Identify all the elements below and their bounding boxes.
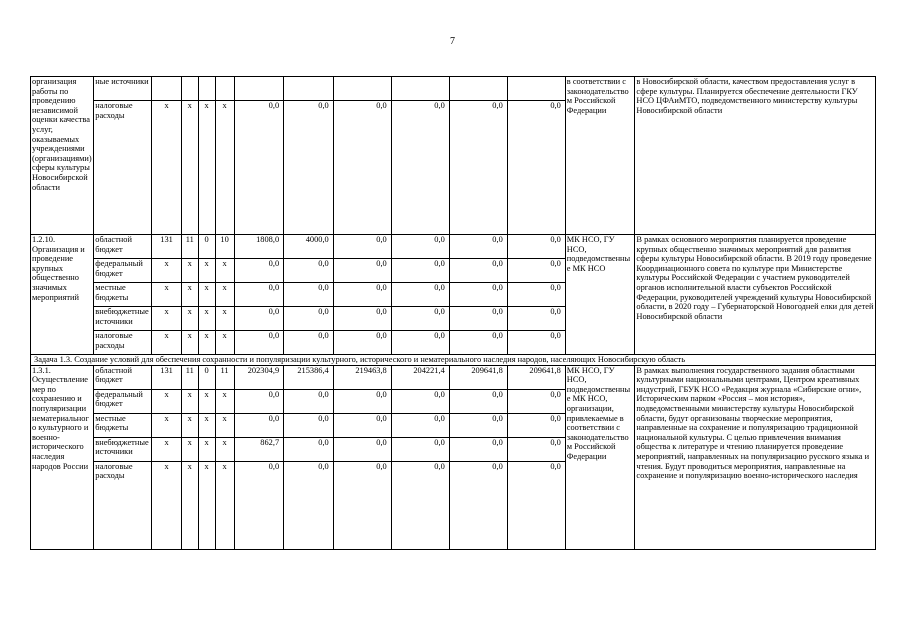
funding-source: местные бюджеты	[94, 283, 152, 307]
budget-code: х	[152, 331, 182, 355]
funding-value: 4000,0	[284, 235, 334, 259]
funding-value: 0,0	[333, 101, 391, 235]
budget-code: х	[152, 259, 182, 283]
expected-result: в Новосибирской области, качеством предоставления услуг в сфере культуры. Планируется обеспечение деятельности ГКУ НСО ЦФАиМТО, подведомственного министерству культуры Новосибирской области	[635, 77, 876, 235]
funding-value: 0,0	[391, 101, 449, 235]
funding-source: налоговые расходы	[94, 101, 152, 235]
funding-value: 209641,8	[507, 365, 565, 389]
funding-value: 0,0	[284, 437, 334, 461]
budget-code	[215, 77, 234, 101]
activity-name: организация работы по проведению независимой оценки качества услуг, оказываемых учреждениями (организациями) сферы культуры Новосибирской области	[31, 77, 94, 235]
funding-source: ные источники	[94, 77, 152, 101]
budget-code: х	[215, 331, 234, 355]
budget-code	[181, 77, 198, 101]
task-title: Задача 1.3. Создание условий для обеспечения сохранности и популяризации культурного, исторического и нематериального наследия народов, населяющих Новосибирскую область	[31, 355, 876, 366]
funding-value: 0,0	[449, 307, 507, 331]
funding-source: внебюджетные источники	[94, 307, 152, 331]
table-row	[31, 365, 876, 389]
funding-value: 0,0	[284, 283, 334, 307]
funding-value: 0,0	[234, 101, 284, 235]
funding-value: 0,0	[284, 413, 334, 437]
funding-value: 0,0	[507, 101, 565, 235]
budget-code: х	[215, 437, 234, 461]
expected-result: В рамках выполнения государственного задания областными культурными национальными центрами, Центром креативных индустрий, ГБУК НСО «Редакция журнала «Сибирские огни», Историческим парком «Россия – моя история», подведомственными министерству культуры Новосибирской области, будут организованы творческие мероприятия, направленные на сохранение и популяризацию традиционной национальной культуры. С целью привлечения внимания общества к литературе и чтению планируется проведение мероприятий, направленных на популяризацию русского языка и чтения. Будут проводиться мероприятия, направленные на сохранение и популяризацию военно-исторического наследия	[635, 365, 876, 549]
funding-value: 0,0	[333, 331, 391, 355]
funding-value: 0,0	[391, 437, 449, 461]
funding-value: 0,0	[333, 283, 391, 307]
funding-value: 0,0	[507, 259, 565, 283]
funding-value: 0,0	[507, 307, 565, 331]
budget-code: 11	[181, 365, 198, 389]
budget-code: х	[181, 331, 198, 355]
budget-code: х	[181, 101, 198, 235]
funding-value: 0,0	[449, 331, 507, 355]
funding-value: 0,0	[284, 307, 334, 331]
funding-value: 0,0	[333, 235, 391, 259]
funding-value	[391, 77, 449, 101]
funding-value: 0,0	[391, 461, 449, 549]
budget-code: 131	[152, 235, 182, 259]
funding-source: внебюджетные источники	[94, 437, 152, 461]
funding-value: 0,0	[507, 437, 565, 461]
funding-value: 0,0	[507, 413, 565, 437]
budget-code: х	[181, 307, 198, 331]
funding-source: федеральный бюджет	[94, 389, 152, 413]
funding-value: 0,0	[284, 259, 334, 283]
funding-value: 0,0	[391, 283, 449, 307]
budget-code: 11	[181, 235, 198, 259]
budget-code: 10	[215, 235, 234, 259]
funding-source: местные бюджеты	[94, 413, 152, 437]
budget-code: х	[198, 331, 215, 355]
budget-code: х	[152, 101, 182, 235]
task-row	[31, 355, 876, 366]
funding-value: 0,0	[507, 235, 565, 259]
budget-code: х	[181, 389, 198, 413]
budget-code: х	[215, 461, 234, 549]
budget-code: х	[198, 413, 215, 437]
budget-code: 131	[152, 365, 182, 389]
funding-value: 0,0	[449, 235, 507, 259]
budget-code: х	[198, 461, 215, 549]
funding-value: 0,0	[391, 331, 449, 355]
funding-value: 0,0	[507, 389, 565, 413]
budget-code: х	[152, 307, 182, 331]
funding-value: 1808,0	[234, 235, 284, 259]
funding-value	[333, 77, 391, 101]
budget-code: х	[152, 389, 182, 413]
budget-code	[198, 77, 215, 101]
funding-source: федеральный бюджет	[94, 259, 152, 283]
funding-value: 0,0	[449, 461, 507, 549]
funding-value: 202304,9	[234, 365, 284, 389]
budget-code: х	[198, 101, 215, 235]
funding-value: 0,0	[284, 331, 334, 355]
page-number: 7	[450, 36, 455, 47]
funding-value: 204221,4	[391, 365, 449, 389]
activity-name: 1.3.1. Осуществление мер по сохранению и популяризации нематериального культурного и военно-исторического наследия народов России	[31, 365, 94, 549]
funding-value: 0,0	[234, 307, 284, 331]
budget-code: х	[181, 283, 198, 307]
funding-value: 0,0	[449, 259, 507, 283]
budget-code: х	[152, 461, 182, 549]
budget-code: х	[181, 437, 198, 461]
budget-code: х	[198, 307, 215, 331]
funding-value: 209641,8	[449, 365, 507, 389]
funding-value: 215386,4	[284, 365, 334, 389]
executor: в соответствии с законодательством Российской Федерации	[565, 77, 635, 235]
funding-value: 0,0	[333, 389, 391, 413]
funding-value: 0,0	[333, 259, 391, 283]
budget-code: 0	[198, 365, 215, 389]
table-row	[31, 77, 876, 101]
activity-name: 1.2.10. Организация и проведение крупных общественно значимых мероприятий	[31, 235, 94, 355]
funding-value: 0,0	[449, 101, 507, 235]
funding-value: 0,0	[234, 413, 284, 437]
funding-value: 0,0	[449, 437, 507, 461]
funding-value: 0,0	[391, 307, 449, 331]
budget-code: х	[181, 461, 198, 549]
funding-value: 0,0	[507, 283, 565, 307]
funding-value: 0,0	[507, 461, 565, 549]
budget-code: х	[198, 437, 215, 461]
funding-value	[449, 77, 507, 101]
funding-value: 0,0	[333, 413, 391, 437]
funding-source: областной бюджет	[94, 235, 152, 259]
funding-value	[234, 77, 284, 101]
funding-value	[507, 77, 565, 101]
funding-value	[284, 77, 334, 101]
budget-code: х	[152, 413, 182, 437]
funding-value: 0,0	[333, 461, 391, 549]
budget-code: х	[215, 101, 234, 235]
budget-code: х	[198, 259, 215, 283]
funding-value: 862,7	[234, 437, 284, 461]
expected-result: В рамках основного мероприятия планируется проведение крупных общественно значимых мероприятий для развития сферы культуры Новосибирской области. В 2019 году проведение Координационного совета по культуре при Министерстве культуры Российской Федерации с участием руководителей органов исполнительной власти субъектов Российской Федерации, руководителей учреждений культуры Новосибирской области, в 2020 году – Губернаторской Новогодней елки для детей Новосибирской области	[635, 235, 876, 355]
funding-value: 0,0	[284, 101, 334, 235]
funding-value: 0,0	[449, 389, 507, 413]
funding-source: налоговые расходы	[94, 331, 152, 355]
budget-code: х	[198, 283, 215, 307]
funding-value: 0,0	[234, 331, 284, 355]
funding-value: 0,0	[391, 389, 449, 413]
funding-value: 0,0	[391, 413, 449, 437]
funding-value: 219463,8	[333, 365, 391, 389]
funding-value: 0,0	[391, 235, 449, 259]
budget-code: х	[215, 259, 234, 283]
funding-value: 0,0	[234, 283, 284, 307]
funding-value: 0,0	[507, 331, 565, 355]
budget-code: 11	[215, 365, 234, 389]
funding-value: 0,0	[234, 461, 284, 549]
table-row	[31, 235, 876, 259]
budget-code: х	[198, 389, 215, 413]
funding-value: 0,0	[333, 307, 391, 331]
budget-code: х	[215, 413, 234, 437]
funding-value: 0,0	[449, 283, 507, 307]
funding-value: 0,0	[284, 461, 334, 549]
budget-code: х	[152, 437, 182, 461]
funding-value: 0,0	[234, 389, 284, 413]
budget-code: х	[152, 283, 182, 307]
executor: МК НСО, ГУ НСО, подведомственные МК НСО	[565, 235, 635, 355]
program-table	[30, 76, 876, 550]
funding-value: 0,0	[284, 389, 334, 413]
funding-value: 0,0	[333, 437, 391, 461]
budget-code: х	[215, 307, 234, 331]
budget-code	[152, 77, 182, 101]
funding-value: 0,0	[391, 259, 449, 283]
funding-source: областной бюджет	[94, 365, 152, 389]
budget-code: х	[215, 283, 234, 307]
budget-code: х	[215, 389, 234, 413]
budget-code: х	[181, 413, 198, 437]
budget-code: 0	[198, 235, 215, 259]
budget-code: х	[181, 259, 198, 283]
funding-source: налоговые расходы	[94, 461, 152, 549]
executor: МК НСО, ГУ НСО, подведомственные МК НСО, организации, привлекаемые в соответствии с законодательством Российской Федерации	[565, 365, 635, 549]
funding-value: 0,0	[234, 259, 284, 283]
funding-value: 0,0	[449, 413, 507, 437]
